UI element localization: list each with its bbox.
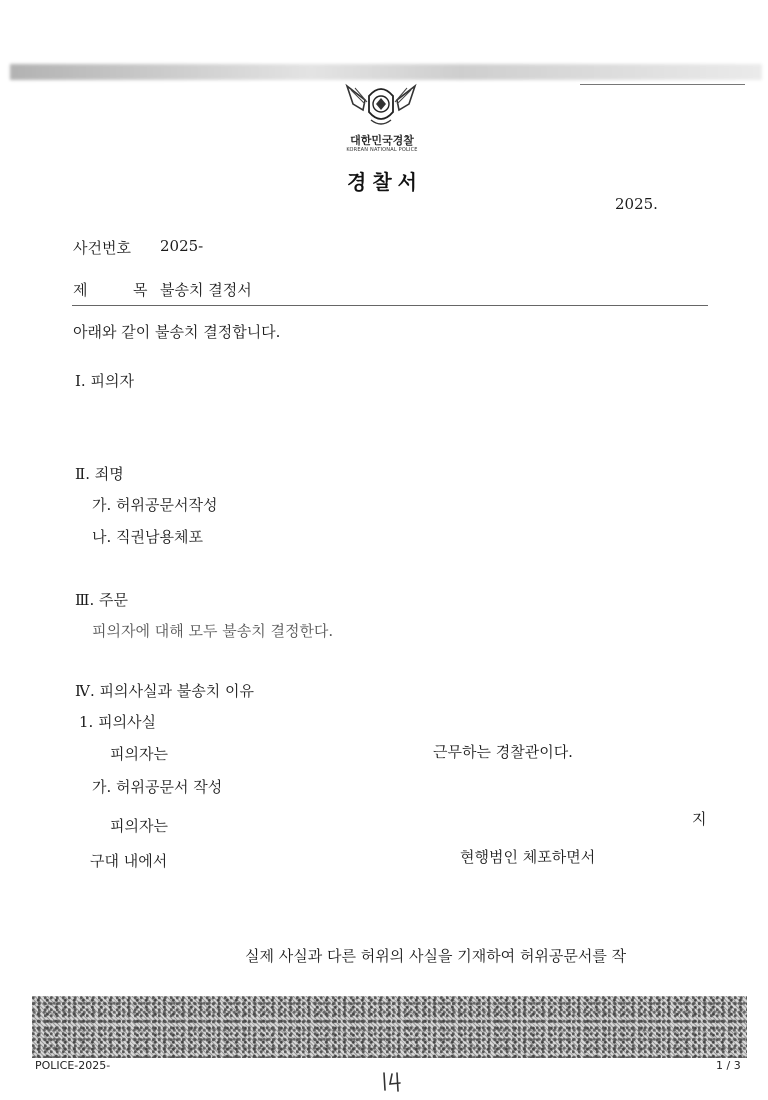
document-title: 경찰서 [347,170,423,194]
scan-artifact-line [580,84,745,85]
handwritten-page-mark [380,1070,406,1094]
order-text: 피의자에 대해 모두 불송치 결정한다. [92,622,334,640]
subject-value: 불송치 결정서 [160,281,252,299]
fact-line-1-right: 근무하는 경찰관이다. [433,743,573,761]
case-number-label: 사건번호 [73,239,131,257]
case-number-value: 2025- [160,237,204,255]
section-order-title: Ⅲ. 주문 [75,591,128,609]
org-name-en: KOREAN NATIONAL POLICE [346,147,418,153]
subject-label: 제 목 [73,281,160,299]
page-indicator: 1 / 3 [716,1059,741,1072]
org-name-ko: 대한민국경찰 [350,134,414,147]
facts-heading: 1. 피의사실 [79,713,157,731]
fact-line-2-left: 피의자는 [110,817,168,835]
header-divider [72,305,708,306]
intro-text: 아래와 같이 불송치 결정합니다. [73,323,281,341]
fact-line-1-left: 피의자는 [110,745,168,763]
section-facts-title: Ⅳ. 피의사실과 불송치 이유 [75,682,254,700]
fact-line-3-left: 구대 내에서 [90,852,168,870]
document-code: POLICE-2025- [35,1059,111,1072]
section-charges-title: Ⅱ. 죄명 [75,465,124,483]
fact-line-3-right: 현행범인 체포하면서 [460,848,596,866]
scan-artifact-top [10,64,762,80]
police-emblem-icon [341,80,421,130]
fact-line-4: 실제 사실과 다른 허위의 사실을 기재하여 허위공문서를 작 [245,947,627,965]
charge-item-b: 나. 직권남용체포 [92,528,203,546]
document-date: 2025. [615,195,658,213]
section-suspect-title: Ⅰ. 피의자 [75,372,134,390]
charge-item-a: 가. 허위공문서작성 [92,496,218,514]
fact-line-2-right: 지 [692,810,707,828]
scan-noise-band [32,996,747,1058]
fact-subheading-a: 가. 허위공문서 작성 [92,778,223,796]
